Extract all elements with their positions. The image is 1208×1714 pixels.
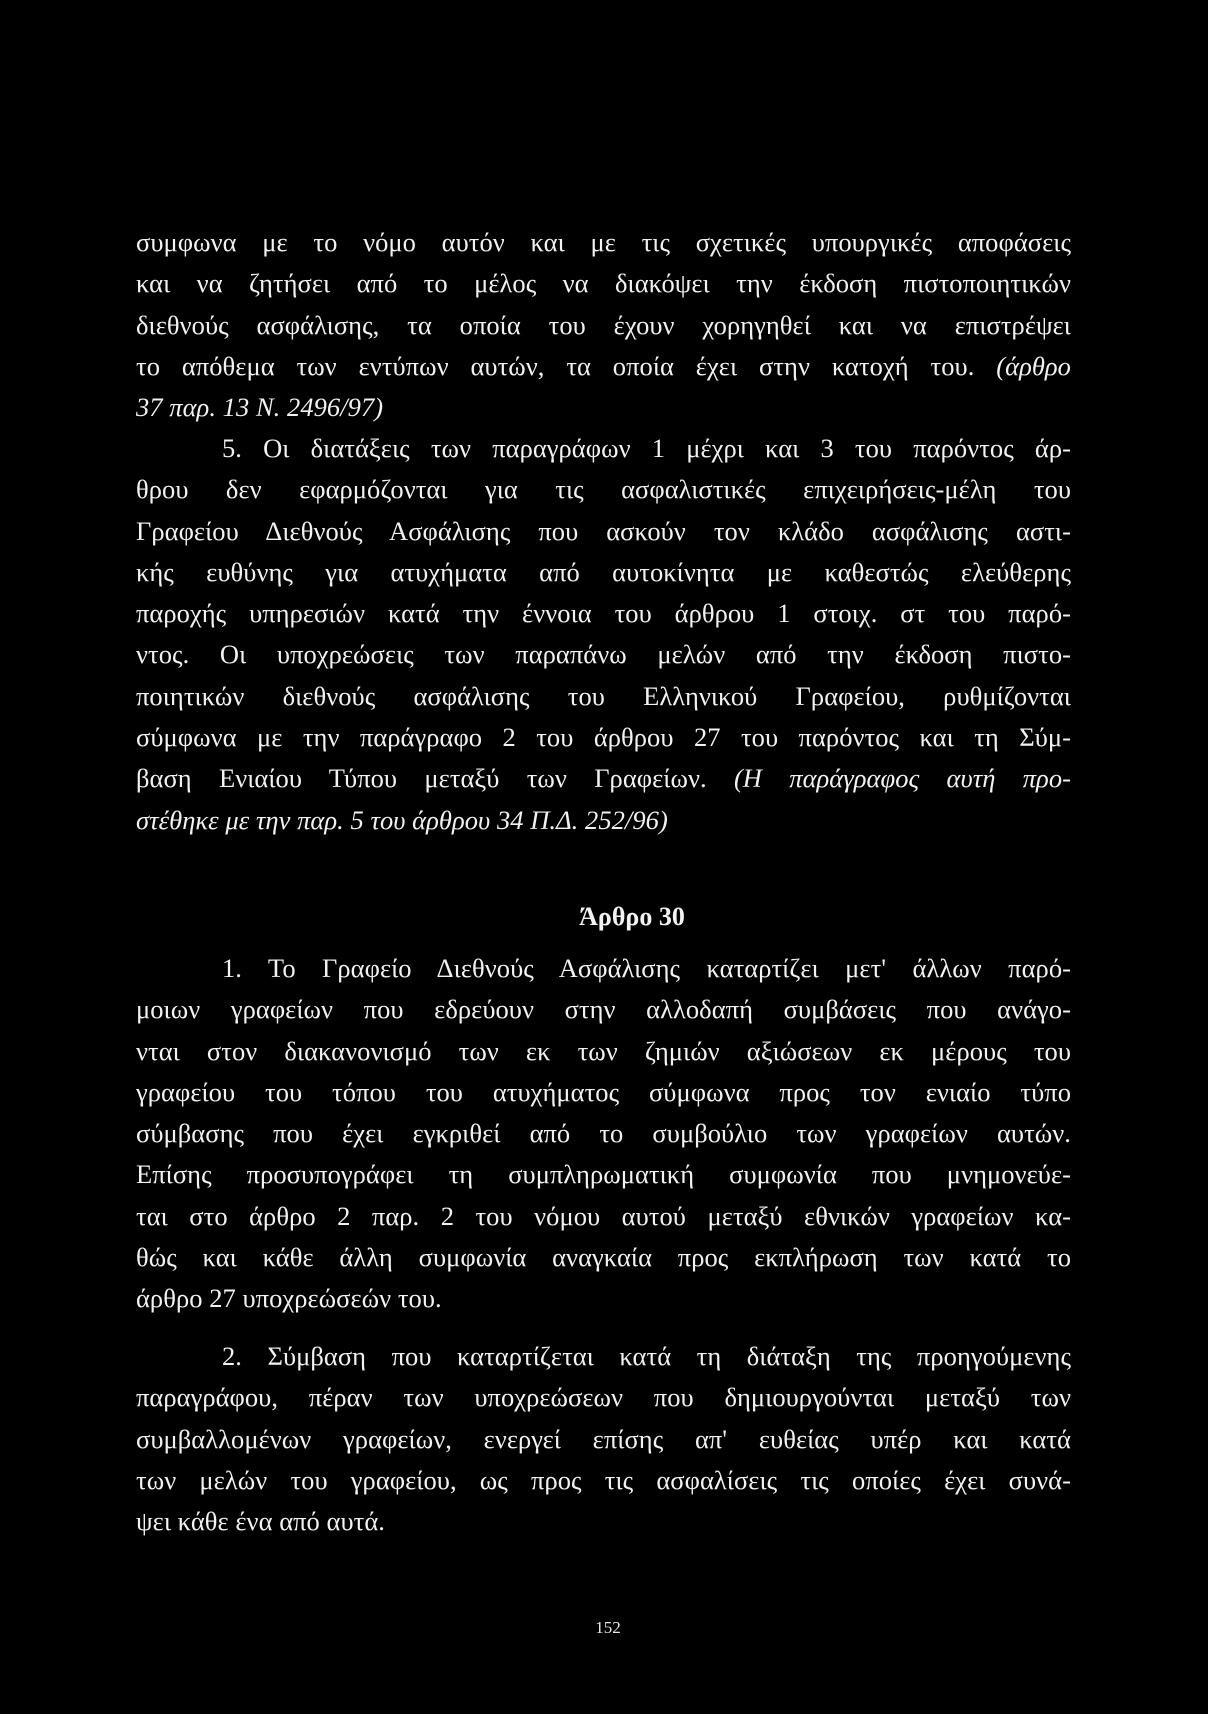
article-heading: Άρθρο 30 (579, 902, 685, 931)
text-line: σύμφωνα με την παράγραφο 2 του άρθρου 27 του παρόντος και τη Σύμ- (136, 722, 1071, 753)
text-line (136, 346, 1071, 387)
text-line: 5. Οι διατάξεις των παραγράφων 1 μέχρι και 3 του παρόντος άρ- (222, 433, 1071, 463)
legal-reference: (άρθρο (996, 350, 1071, 381)
text-line: θώς και κάθε άλλη συμφωνία αναγκαία προς εκπλήρωση των κατά το (136, 1242, 1071, 1273)
text-line: συμβαλλομένων γραφείων, ενεργεί επίσης απ' ευθείας υπέρ και κατά (136, 1423, 1071, 1454)
text-line (136, 758, 1071, 799)
text-line: παραγράφου, πέραν των υποχρεώσεων που δημιουργούνται μεταξύ των (136, 1382, 1071, 1413)
legal-reference: (Η παράγραφος αυτή προ- (733, 763, 1071, 794)
text-line: διεθνούς ασφάλισης, τα οποία του έχουν χορηγηθεί και να επιστρέψει (136, 309, 1071, 340)
text-line (136, 800, 1071, 841)
text-line: ποιητικών διεθνούς ασφάλισης του Ελληνικού Γραφείου, ρυθμίζονται (136, 680, 1071, 711)
paragraph-2 (136, 1336, 1071, 1542)
text-line: σύμβασης που έχει εγκριθεί από το συμβούλιο των γραφείων αυτών. (136, 1118, 1071, 1149)
text-line: 2. Σύμβαση που καταρτίζεται κατά τη διάταξη της προηγούμενης (222, 1341, 1071, 1371)
text-line: Επίσης προσυπογράφει τη συμπληρωματική συμφωνία που μνημονεύε- (136, 1159, 1071, 1190)
text-line: και να ζητήσει από το μέλος να διακόψει την έκδοση πιστοποιητικών (136, 268, 1071, 299)
text-line: θρου δεν εφαρμόζονται για τις ασφαλιστικές επιχειρήσεις-μέλη του (136, 474, 1071, 505)
text-line: ντος. Οι υποχρεώσεις των παραπάνω μελών από την έκδοση πιστο- (136, 639, 1071, 670)
text-line: ψει κάθε ένα από αυτά. (136, 1506, 385, 1537)
text-line: νται στον διακανονισμό των εκ των ζημιών αξιώσεων εκ μέρους του (136, 1035, 1071, 1066)
text-line: άρθρο 27 υποχρεώσεών του. (136, 1283, 442, 1314)
text-line: γραφείου του τόπου του ατυχήματος σύμφωνα προς τον ενιαίο τύπο (136, 1076, 1071, 1107)
legal-reference: στέθηκε με την παρ. 5 του άρθρου 34 Π.Δ. 252/96) (136, 804, 668, 835)
text-line: συμφωνα με το νόμο αυτόν και με τις σχετικές υπουργικές αποφάσεις (136, 227, 1071, 257)
page-number: 152 (595, 1618, 621, 1637)
text-line: των μελών του γραφείου, ως προς τις ασφαλίσεις τις οποίες έχει συνά- (136, 1464, 1071, 1495)
text-line: παροχής υπηρεσιών κατά την έννοια του άρθρου 1 στοιχ. στ του παρό- (136, 598, 1071, 629)
paragraph-5 (136, 428, 1071, 841)
legal-reference: 37 παρ. 13 Ν. 2496/97) (136, 392, 384, 423)
text-segment: βαση Ενιαίου Τύπου μεταξύ των Γραφείων. (136, 763, 707, 794)
continuation-paragraph (136, 222, 1071, 428)
text-line: ται στο άρθρο 2 παρ. 2 του νόμου αυτού μεταξύ εθνικών γραφείων κα- (136, 1200, 1071, 1231)
text-line: κής ευθύνης για ατυχήματα από αυτοκίνητα με καθεστώς ελεύθερης (136, 556, 1071, 587)
text-line: μοιων γραφείων που εδρεύουν στην αλλοδαπή συμβάσεις που ανάγο- (136, 994, 1071, 1025)
text-line (136, 387, 1071, 428)
text-line: 1. Το Γραφείο Διεθνούς Ασφάλισης καταρτίζει μετ' άλλων παρό- (222, 953, 1071, 983)
paragraph-1 (136, 948, 1071, 1320)
text-line: Γραφείου Διεθνούς Ασφάλισης που ασκούν τον κλάδο ασφάλισης αστι- (136, 515, 1071, 546)
text-segment: το απόθεμα των εντύπων αυτών, τα οποία έχει στην κατοχή του. (136, 350, 975, 381)
